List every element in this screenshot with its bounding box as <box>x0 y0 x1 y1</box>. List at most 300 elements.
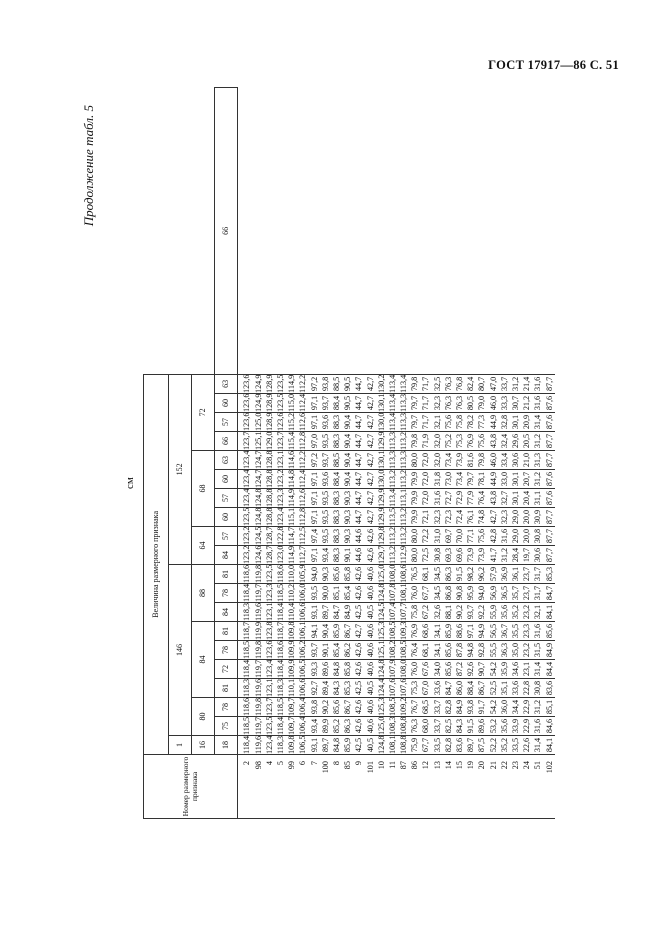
value-cell: 55,5 <box>488 641 499 660</box>
value-cell: 119,8 <box>253 640 263 659</box>
value-cell: 42,7 <box>365 470 376 489</box>
value-cell: 32,7 <box>499 489 510 508</box>
value-cell: 77,9 <box>466 489 477 508</box>
value-cell: 123,4 <box>238 489 254 508</box>
value-cell: 75,6 <box>477 527 488 546</box>
value-cell: 128,8 <box>264 488 274 507</box>
value-cell: 68,0 <box>421 717 432 736</box>
value-cell: 129,0 <box>264 431 274 450</box>
table-row <box>287 88 298 819</box>
value-cell: 69,7 <box>443 527 454 546</box>
value-cell: 30,1 <box>511 470 522 489</box>
value-cell: 22,9 <box>522 698 533 717</box>
row-number: 51 <box>533 755 544 819</box>
value-cell: 129,9 <box>376 488 386 507</box>
value-cell: 113,4 <box>387 393 397 412</box>
value-cell: 88,4 <box>332 470 343 489</box>
value-cell: 123,8 <box>264 621 274 640</box>
group-80: 80 <box>192 698 215 736</box>
header-1: 1 <box>169 736 192 755</box>
value-cell: 112,6 <box>298 488 308 507</box>
value-cell: 124,7 <box>253 450 263 469</box>
value-cell: 31,3 <box>533 451 544 470</box>
value-cell: 129,9 <box>376 507 386 526</box>
value-cell: 118,6 <box>238 698 254 717</box>
value-cell: 125,0 <box>253 412 263 431</box>
value-cell: 97,1 <box>309 546 320 565</box>
value-cell: 29,0 <box>511 527 522 546</box>
value-cell: 91,5 <box>466 717 477 736</box>
value-cell: 36,1 <box>511 565 522 584</box>
table-row <box>365 88 376 819</box>
rotated-table-block <box>81 87 611 819</box>
value-cell: 124,5 <box>376 602 386 621</box>
value-cell: 42,7 <box>365 508 376 527</box>
value-cell: 83,6 <box>544 679 555 698</box>
value-cell: 76,3 <box>443 374 454 393</box>
value-cell: 118,5 <box>238 717 254 736</box>
value-cell: 93,5 <box>320 432 331 451</box>
value-cell: 118,5 <box>238 641 254 660</box>
value-cell: 93,8 <box>309 698 320 717</box>
value-cell: 108,0 <box>399 659 409 678</box>
value-cell: 31,6 <box>533 717 544 736</box>
value-cell: 76,0 <box>410 584 421 603</box>
value-cell: 93,5 <box>320 508 331 527</box>
value-cell: 86,2 <box>343 641 354 660</box>
value-cell: 128,9 <box>264 412 274 431</box>
value-cell: 108,5 <box>387 697 397 716</box>
row-number: 14 <box>443 755 454 819</box>
value-cell: 130,1 <box>376 393 386 412</box>
value-cell: 118,4 <box>238 736 254 755</box>
value-cell: 125,0 <box>376 564 386 583</box>
value-cell: 30,9 <box>533 508 544 527</box>
value-cell: 94,0 <box>477 584 488 603</box>
column-header: 75 <box>215 717 238 736</box>
value-cell: 106,5 <box>298 735 308 754</box>
value-cell: 97,1 <box>309 508 320 527</box>
value-cell: 112,2 <box>298 450 308 469</box>
value-cell: 44,9 <box>488 470 499 489</box>
value-cell: 123,2 <box>276 469 286 488</box>
value-cell: 72,0 <box>421 489 432 508</box>
table-row <box>238 88 254 819</box>
value-cell: 128,8 <box>264 469 274 488</box>
value-cell: 23,1 <box>522 660 533 679</box>
value-cell: 42,6 <box>354 584 365 603</box>
value-cell: 30,1 <box>511 413 522 432</box>
value-cell: 79,7 <box>410 394 421 413</box>
value-cell: 118,7 <box>276 621 286 640</box>
value-cell: 42,6 <box>354 565 365 584</box>
row-number: 5 <box>276 755 287 819</box>
value-cell: 92,8 <box>477 641 488 660</box>
value-cell: 67,6 <box>421 660 432 679</box>
row-number: 24 <box>522 755 533 819</box>
value-cell: 23,7 <box>522 565 533 584</box>
column-header: 60 <box>215 394 238 413</box>
table-row <box>410 88 421 819</box>
value-cell: 114,6 <box>287 450 297 469</box>
value-cell: 86,0 <box>455 679 466 698</box>
value-cell: 93,8 <box>320 374 331 393</box>
value-cell: 123,6 <box>238 394 254 413</box>
table-row <box>309 88 320 819</box>
value-cell: 106,1 <box>298 621 308 640</box>
value-cell: 85,6 <box>332 698 343 717</box>
value-cell: 33,9 <box>511 717 522 736</box>
value-cell: 113,3 <box>399 412 409 431</box>
value-cell: 30,7 <box>511 394 522 413</box>
value-cell: 33,4 <box>499 451 510 470</box>
value-cell: 87,7 <box>544 432 555 451</box>
value-cell: 44,7 <box>354 374 365 393</box>
value-cell: 46,0 <box>488 394 499 413</box>
value-cell: 76,7 <box>410 698 421 717</box>
value-cell: 106,6 <box>298 602 308 621</box>
value-cell: 82,8 <box>443 736 454 755</box>
value-cell: 42,6 <box>354 717 365 736</box>
value-cell: 35,1 <box>499 679 510 698</box>
value-cell: 82,5 <box>443 717 454 736</box>
value-cell: 46,0 <box>488 451 499 470</box>
value-cell: 109,8 <box>287 735 297 754</box>
value-cell: 42,6 <box>365 546 376 565</box>
value-cell: 76,5 <box>410 565 421 584</box>
value-cell: 69,3 <box>443 546 454 565</box>
value-cell: 94,9 <box>477 622 488 641</box>
value-cell: 28,4 <box>511 546 522 565</box>
group-84: 84 <box>192 622 215 698</box>
value-cell: 84,1 <box>544 736 555 755</box>
value-cell: 90,4 <box>343 451 354 470</box>
value-cell: 84,7 <box>443 679 454 698</box>
value-cell: 92,2 <box>477 603 488 622</box>
value-cell: 53,2 <box>488 717 499 736</box>
table-row <box>376 88 387 819</box>
value-cell: 123,2 <box>238 527 254 546</box>
value-cell: 31,8 <box>432 470 443 489</box>
value-cell: 114,9 <box>287 488 297 507</box>
value-cell: 73,9 <box>455 451 466 470</box>
value-cell: 40,5 <box>365 679 376 698</box>
column-header: 81 <box>215 622 238 641</box>
value-cell: 71,7 <box>421 413 432 432</box>
value-cell: 31,2 <box>499 546 510 565</box>
value-cell: 118,7 <box>238 622 254 641</box>
value-cell: 108,3 <box>387 716 397 735</box>
value-cell: 32,1 <box>533 603 544 622</box>
value-cell: 112,8 <box>298 431 308 450</box>
value-cell: 30,8 <box>533 679 544 698</box>
value-cell: 72,2 <box>421 527 432 546</box>
value-cell: 123,3 <box>264 583 274 602</box>
table-row <box>522 88 533 819</box>
value-cell: 44,6 <box>354 546 365 565</box>
value-cell: 123,6 <box>264 640 274 659</box>
value-cell: 87,8 <box>455 641 466 660</box>
value-cell: 123,7 <box>238 432 254 451</box>
value-cell: 67,7 <box>421 584 432 603</box>
column-header: 78 <box>215 698 238 717</box>
value-cell: 113,2 <box>399 526 409 545</box>
value-cell: 108,6 <box>399 564 409 583</box>
value-cell: 84,1 <box>544 603 555 622</box>
value-cell: 47,0 <box>488 374 499 393</box>
row-number: 15 <box>455 755 466 819</box>
value-cell: 79,9 <box>410 489 421 508</box>
value-cell: 88,3 <box>332 432 343 451</box>
value-cell: 118,3 <box>276 678 286 697</box>
value-cell: 72,9 <box>455 489 466 508</box>
page-header: ГОСТ 17917—86 С. 51 <box>488 58 619 72</box>
value-cell: 20,0 <box>522 508 533 527</box>
value-cell: 67,2 <box>421 603 432 622</box>
value-cell: 119,6 <box>253 678 263 697</box>
value-cell: 86,7 <box>343 698 354 717</box>
value-cell: 123,5 <box>276 393 286 412</box>
value-cell: 130,2 <box>376 374 386 393</box>
row-number: 8 <box>332 755 343 819</box>
value-cell: 34,1 <box>432 641 443 660</box>
value-cell: 86,3 <box>343 717 354 736</box>
value-cell: 113,4 <box>387 488 397 507</box>
header-16: 16 <box>192 736 215 755</box>
value-cell: 70,0 <box>455 527 466 546</box>
value-cell: 34,5 <box>432 565 443 584</box>
value-cell: 72,3 <box>443 508 454 527</box>
value-cell: 119,6 <box>253 735 263 754</box>
value-cell: 95,9 <box>466 584 477 603</box>
value-cell: 80,5 <box>466 394 477 413</box>
value-cell: 119,8 <box>253 564 263 583</box>
value-cell: 76,3 <box>443 394 454 413</box>
value-cell: 73,9 <box>477 546 488 565</box>
value-cell: 20,9 <box>522 413 533 432</box>
value-cell: 108,5 <box>399 640 409 659</box>
value-cell: 118,3 <box>276 735 286 754</box>
value-cell: 72,0 <box>421 470 432 489</box>
value-cell: 31,5 <box>533 641 544 660</box>
value-cell: 89,9 <box>320 717 331 736</box>
value-cell: 89,7 <box>320 603 331 622</box>
value-cell: 79,9 <box>410 508 421 527</box>
value-cell: 40,5 <box>365 736 376 755</box>
value-cell: 114,7 <box>287 526 297 545</box>
value-cell: 90,0 <box>320 584 331 603</box>
value-cell: 40,6 <box>365 584 376 603</box>
value-cell: 31,1 <box>533 489 544 508</box>
value-cell: 115,0 <box>287 393 297 412</box>
value-cell: 97,4 <box>309 527 320 546</box>
value-cell: 22,8 <box>522 679 533 698</box>
value-cell: 75,3 <box>455 432 466 451</box>
value-cell: 42,7 <box>488 508 499 527</box>
value-cell: 44,7 <box>354 432 365 451</box>
value-cell: 22,9 <box>522 717 533 736</box>
value-cell: 130,1 <box>376 450 386 469</box>
row-number: 98 <box>253 755 264 819</box>
value-cell: 89,7 <box>320 736 331 755</box>
column-header: 63 <box>215 451 238 470</box>
value-cell: 84,7 <box>544 584 555 603</box>
value-cell: 42,7 <box>365 451 376 470</box>
row-number: 10 <box>376 755 387 819</box>
value-cell: 128,8 <box>264 450 274 469</box>
value-cell: 79,9 <box>410 470 421 489</box>
value-cell: 36,3 <box>499 641 510 660</box>
value-cell: 123,1 <box>264 678 274 697</box>
value-cell: 124,7 <box>253 469 263 488</box>
value-cell: 119,8 <box>253 697 263 716</box>
value-cell: 42,7 <box>354 622 365 641</box>
value-cell: 93,6 <box>320 413 331 432</box>
column-header: 78 <box>215 584 238 603</box>
value-cell: 42,6 <box>354 660 365 679</box>
value-cell: 125,3 <box>376 621 386 640</box>
column-header: 60 <box>215 508 238 527</box>
row-label-header: Номер размерного признака <box>144 755 238 819</box>
value-cell: 42,5 <box>354 603 365 622</box>
value-cell: 118,5 <box>276 697 286 716</box>
value-cell: 113,2 <box>387 469 397 488</box>
value-cell: 88,4 <box>466 679 477 698</box>
value-cell: 113,2 <box>387 526 397 545</box>
value-cell: 94,8 <box>466 641 477 660</box>
value-cell: 119,7 <box>253 716 263 735</box>
value-cell: 43,8 <box>488 432 499 451</box>
value-cell: 93,1 <box>309 603 320 622</box>
value-cell: 118,4 <box>276 602 286 621</box>
value-cell: 34,6 <box>511 660 522 679</box>
group-152: 152 <box>169 374 192 564</box>
value-cell: 125,1 <box>253 431 263 450</box>
value-cell: 32,3 <box>499 508 510 527</box>
value-cell: 36,7 <box>499 622 510 641</box>
value-cell: 52,2 <box>488 736 499 755</box>
value-cell: 118,3 <box>238 603 254 622</box>
value-cell: 72,0 <box>421 451 432 470</box>
value-cell: 85,9 <box>332 622 343 641</box>
value-cell: 77,1 <box>466 527 477 546</box>
value-cell: 107,9 <box>387 659 397 678</box>
value-cell: 87,6 <box>544 489 555 508</box>
group-146: 146 <box>169 565 192 736</box>
value-cell: 128,9 <box>264 374 274 393</box>
value-cell: 109,7 <box>287 697 297 716</box>
value-cell: 68,1 <box>421 565 432 584</box>
value-cell: 90,1 <box>343 546 354 565</box>
value-cell: 89,7 <box>466 736 477 755</box>
value-cell: 33,0 <box>499 470 510 489</box>
value-cell: 33,5 <box>432 736 443 755</box>
value-cell: 33,6 <box>511 679 522 698</box>
value-cell: 106,6 <box>298 678 308 697</box>
value-cell: 76,4 <box>477 489 488 508</box>
value-cell: 93,5 <box>320 527 331 546</box>
value-cell: 42,7 <box>365 413 376 432</box>
value-cell: 40,6 <box>365 717 376 736</box>
value-cell: 31,7 <box>533 565 544 584</box>
value-cell: 78,2 <box>466 413 477 432</box>
value-cell: 33,7 <box>432 717 443 736</box>
value-cell: 30,6 <box>533 546 544 565</box>
value-cell: 113,2 <box>399 469 409 488</box>
value-cell: 84,9 <box>455 698 466 717</box>
continuation-label: Продолжение табл. 5 <box>81 105 96 227</box>
value-cell: 20,0 <box>522 527 533 546</box>
value-cell: 109,3 <box>399 621 409 640</box>
row-number: 12 <box>421 755 432 819</box>
row-number: 100 <box>320 755 331 819</box>
value-cell: 44,7 <box>354 451 365 470</box>
value-cell: 123,5 <box>238 508 254 527</box>
value-cell: 88,5 <box>332 374 343 393</box>
value-cell: 40,6 <box>365 622 376 641</box>
value-cell: 29,6 <box>511 432 522 451</box>
value-cell: 113,4 <box>387 412 397 431</box>
value-cell: 115,1 <box>287 507 297 526</box>
value-cell: 35,5 <box>511 622 522 641</box>
value-cell: 75,2 <box>443 432 454 451</box>
value-cell: 79,8 <box>410 374 421 393</box>
value-cell: 87,6 <box>544 470 555 489</box>
value-cell: 113,2 <box>399 431 409 450</box>
value-cell: 34,4 <box>511 698 522 717</box>
value-cell: 107,8 <box>387 583 397 602</box>
value-cell: 93,3 <box>309 660 320 679</box>
value-cell: 123,4 <box>238 451 254 470</box>
value-cell: 118,4 <box>238 584 254 603</box>
value-cell: 110,0 <box>287 564 297 583</box>
value-cell: 123,3 <box>276 488 286 507</box>
value-cell: 32,5 <box>432 374 443 393</box>
value-cell: 123,4 <box>264 735 274 754</box>
table-row <box>477 88 488 819</box>
value-cell: 79,8 <box>477 451 488 470</box>
value-cell: 19,7 <box>522 546 533 565</box>
value-cell: 35,2 <box>499 736 510 755</box>
value-cell: 124,8 <box>376 583 386 602</box>
value-cell: 90,3 <box>320 565 331 584</box>
value-cell: 84,7 <box>332 603 343 622</box>
value-cell: 125,3 <box>376 697 386 716</box>
row-number: 85 <box>343 755 354 819</box>
value-cell: 73,4 <box>455 470 466 489</box>
value-cell: 119,7 <box>253 583 263 602</box>
value-cell: 124,8 <box>376 735 386 754</box>
row-number: 19 <box>466 755 477 819</box>
value-cell: 112,8 <box>298 507 308 526</box>
table-row <box>387 88 398 819</box>
value-cell: 22,6 <box>522 736 533 755</box>
value-cell: 93,4 <box>320 546 331 565</box>
column-header: 66 <box>215 432 238 451</box>
value-cell: 123,0 <box>276 545 286 564</box>
value-cell: 97,2 <box>309 451 320 470</box>
value-cell: 123,5 <box>264 716 274 735</box>
unit-label: см <box>124 477 136 489</box>
value-cell: 91,7 <box>477 698 488 717</box>
value-cell: 80,0 <box>410 451 421 470</box>
row-number: 4 <box>264 755 275 819</box>
value-cell: 31,6 <box>533 622 544 641</box>
table-row <box>399 88 410 819</box>
table-row <box>276 88 287 819</box>
value-cell: 71,7 <box>421 394 432 413</box>
value-cell: 115,4 <box>287 431 297 450</box>
